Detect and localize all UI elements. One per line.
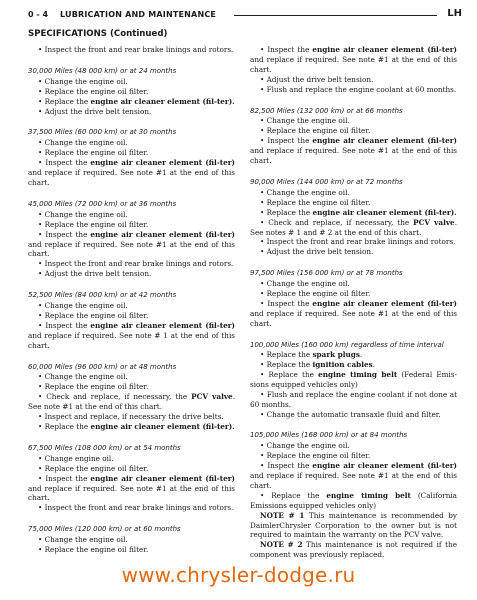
item-text: Inspect the front and rear brake linings and rotors. bbox=[266, 237, 456, 247]
item-text: Change the automatic transaxle fluid and filter. bbox=[266, 409, 441, 419]
emphasis-text: engine air cleaner element (fil-ter) bbox=[312, 461, 457, 471]
item-text: Inspect the front and rear brake linings and rotors. bbox=[44, 503, 234, 513]
item-text: Change the engine oil. bbox=[44, 535, 128, 545]
item-text: Replace the bbox=[266, 207, 313, 217]
item-text: Inspect the front and rear brake linings and rotors. bbox=[44, 45, 234, 54]
item-text: Adjust the drive belt tension. bbox=[44, 269, 152, 279]
item-text: Change the engine oil. bbox=[44, 76, 128, 86]
header-rule bbox=[234, 15, 437, 16]
item-text: Flush and replace the engine coolant at 60 months. bbox=[266, 84, 457, 94]
item-text: Replace the bbox=[266, 359, 313, 369]
mileage-heading: 30,000 Miles (48 000 km) or at 24 months bbox=[28, 66, 177, 75]
maintenance-item bbox=[250, 279, 457, 289]
emphasis-text: NOTE # 1 bbox=[260, 510, 305, 520]
emphasis-text: engine timing belt bbox=[318, 369, 398, 379]
maintenance-item bbox=[28, 259, 235, 269]
emphasis-text: engine timing belt bbox=[326, 490, 411, 500]
left-column bbox=[28, 45, 235, 555]
maintenance-item bbox=[28, 503, 235, 513]
maintenance-item bbox=[28, 220, 235, 230]
maintenance-item bbox=[28, 107, 235, 117]
item-text: Change the engine oil. bbox=[266, 441, 350, 451]
maintenance-item bbox=[28, 474, 235, 504]
maintenance-item bbox=[250, 237, 457, 247]
maintenance-item bbox=[250, 461, 457, 491]
item-text: Replace the bbox=[44, 96, 91, 106]
emphasis-text: engine air cleaner element (fil-ter) bbox=[312, 298, 457, 308]
maintenance-item bbox=[250, 85, 457, 95]
maintenance-item bbox=[28, 210, 235, 220]
emphasis-text: engine air cleaner element (fil-ter) bbox=[90, 158, 235, 168]
item-text: Change the engine oil. bbox=[266, 187, 350, 197]
emphasis-text: engine air cleaner element (fil-ter) bbox=[90, 320, 235, 330]
item-text: and replace if required. See note #1 at the end of this chart. bbox=[250, 146, 457, 166]
emphasis-text: engine air cleaner element (fil-ter). bbox=[90, 422, 235, 431]
item-text: Flush and replace the engine coolant if not done at 60 months. bbox=[250, 389, 457, 409]
right-column bbox=[250, 45, 457, 560]
emphasis-text: engine air cleaner element (fil-ter) bbox=[90, 473, 235, 483]
maintenance-item bbox=[250, 451, 457, 461]
item-text: Inspect the bbox=[267, 461, 313, 471]
item-text: Replace the bbox=[44, 422, 91, 431]
maintenance-item bbox=[250, 370, 457, 390]
item-text: and replace if required. See note #1 at the end of this chart. bbox=[250, 471, 457, 490]
maintenance-item bbox=[28, 77, 235, 87]
item-text: Adjust the drive belt tension. bbox=[44, 106, 152, 116]
item-text: Replace the engine oil filter. bbox=[44, 219, 149, 229]
item-text: Inspect the bbox=[45, 158, 91, 168]
item-text: Inspect the front and rear brake linings and rotors. bbox=[44, 259, 234, 269]
mileage-heading: 67,500 Miles (108 000 km) or at 54 months bbox=[28, 443, 181, 452]
maintenance-item bbox=[28, 148, 235, 158]
item-text: (California Emissions equipped vehicles only) bbox=[250, 490, 457, 510]
item-text: Change engine oil. bbox=[44, 453, 114, 463]
maintenance-item bbox=[28, 230, 235, 260]
maintenance-item bbox=[250, 491, 457, 511]
emphasis-text: engine air cleaner element (fil-ter). bbox=[312, 207, 457, 217]
item-text: Replace the engine oil filter. bbox=[266, 289, 371, 299]
page-number: 0 - 4 bbox=[28, 10, 49, 19]
item-text: Inspect the bbox=[267, 298, 313, 308]
maintenance-item bbox=[250, 45, 457, 75]
chapter-title: LUBRICATION AND MAINTENANCE bbox=[60, 10, 217, 19]
item-text: Inspect the bbox=[45, 320, 91, 330]
emphasis-text: engine air cleaner element (fil-ter) bbox=[312, 45, 457, 54]
item-text: Replace the bbox=[271, 490, 327, 500]
maintenance-item bbox=[28, 422, 235, 432]
item-text: Replace the bbox=[266, 350, 313, 360]
maintenance-item bbox=[250, 289, 457, 299]
item-text: . See notes # 1 and # 2 at the end of this chart. bbox=[250, 217, 457, 237]
item-text: Replace the engine oil filter. bbox=[44, 545, 149, 555]
item-text: Check and replace, if necessary, the bbox=[46, 392, 192, 402]
mileage-heading: 82,500 Miles (132 000 km) or at 66 months bbox=[250, 106, 403, 115]
item-text: Change the engine oil. bbox=[266, 279, 350, 289]
maintenance-item bbox=[28, 269, 235, 279]
item-text: Change the engine oil. bbox=[44, 209, 128, 219]
item-text: Replace the engine oil filter. bbox=[44, 148, 149, 158]
item-text: Check and replace, if necessary, the bbox=[268, 217, 414, 227]
mileage-heading: 75,000 Miles (120 000 km) or at 60 months bbox=[28, 525, 181, 534]
item-text: Replace the engine oil filter. bbox=[44, 463, 149, 473]
maintenance-item bbox=[28, 545, 235, 555]
maintenance-item bbox=[28, 372, 235, 382]
section-title: SPECIFICATIONS (Continued) bbox=[28, 29, 168, 39]
mileage-heading: 97,500 Miles (156 000 km) or at 78 months bbox=[250, 269, 403, 278]
maintenance-item bbox=[250, 360, 457, 370]
item-text: This maintenance is recommended by DaimlerChrysler Corporation to the owner but is not required to maintain the warranty on the PCV valve. bbox=[250, 510, 457, 540]
item-text: Replace the engine oil filter. bbox=[44, 382, 149, 392]
item-text: . See note #1 at the end of this chart. bbox=[28, 392, 235, 412]
maintenance-item bbox=[250, 350, 457, 360]
item-text: and replace if required. See note #1 at the end of this chart. bbox=[28, 168, 235, 187]
page-header bbox=[28, 8, 462, 24]
item-text: Replace the engine oil filter. bbox=[266, 451, 371, 461]
item-text: and replace if required. See note # 1 at the end of this chart. bbox=[28, 330, 235, 350]
item-text: and replace if required. See note #1 at the end of this chart. bbox=[28, 239, 235, 259]
item-text: Change the engine oil. bbox=[44, 138, 128, 148]
emphasis-text: engine air cleaner element (fil-ter) bbox=[312, 136, 457, 146]
emphasis-text: engine air cleaner element (fil-ter). bbox=[90, 96, 235, 106]
side-marker: LH bbox=[447, 8, 462, 19]
item-text: . bbox=[359, 350, 363, 360]
maintenance-item bbox=[28, 535, 235, 545]
emphasis-text: engine air cleaner element (fil-ter) bbox=[90, 229, 235, 239]
maintenance-item bbox=[28, 454, 235, 464]
mileage-heading: 100,000 Miles (160 000 km) regardless of time interval bbox=[250, 340, 444, 349]
maintenance-item bbox=[250, 116, 457, 126]
maintenance-item bbox=[28, 87, 235, 97]
maintenance-item bbox=[28, 158, 235, 188]
maintenance-item bbox=[28, 392, 235, 412]
maintenance-item bbox=[250, 188, 457, 198]
emphasis-text: PCV valve bbox=[191, 392, 233, 402]
item-text: Inspect the bbox=[267, 45, 313, 54]
item-text: Replace the engine oil filter. bbox=[266, 126, 371, 136]
maintenance-item bbox=[250, 218, 457, 238]
maintenance-item bbox=[28, 97, 235, 107]
item-text: . bbox=[372, 359, 375, 369]
item-text: This maintenance is not required if the component was previously replaced. bbox=[250, 540, 457, 560]
item-text: and replace if required. See note #1 at the end of this chart. bbox=[250, 54, 457, 74]
mileage-heading: 90,000 Miles (144 000 km) or at 72 months bbox=[250, 177, 403, 186]
item-text: Change the engine oil. bbox=[44, 301, 128, 311]
maintenance-item bbox=[250, 198, 457, 208]
item-text: Adjust the drive belt tension. bbox=[266, 74, 374, 84]
maintenance-item bbox=[28, 301, 235, 311]
maintenance-item bbox=[250, 410, 457, 420]
maintenance-item bbox=[250, 441, 457, 451]
item-text: Adjust the drive belt tension. bbox=[266, 247, 374, 257]
maintenance-item bbox=[250, 75, 457, 85]
maintenance-item bbox=[28, 464, 235, 474]
mileage-heading: 60,000 Miles (96 000 km) or at 48 months bbox=[28, 362, 177, 371]
emphasis-text: spark plugs bbox=[312, 350, 360, 360]
item-text: and replace if required. See note #1 at the end of this chart. bbox=[28, 483, 235, 503]
maintenance-item bbox=[250, 126, 457, 136]
item-text: Inspect the bbox=[267, 136, 313, 146]
maintenance-item bbox=[250, 247, 457, 257]
maintenance-item bbox=[28, 382, 235, 392]
maintenance-item bbox=[28, 311, 235, 321]
item-text: (Federal Emis-sions equipped vehicles only) bbox=[250, 369, 457, 389]
emphasis-text: ignition cables bbox=[312, 359, 373, 369]
emphasis-text: NOTE # 2 bbox=[260, 540, 303, 550]
mileage-heading: 37,500 Miles (60 000 km) or at 30 months bbox=[28, 128, 177, 137]
item-text: Replace the engine oil filter. bbox=[266, 197, 371, 207]
maintenance-item bbox=[28, 138, 235, 148]
item-text: Inspect and replace, if necessary the drive belts. bbox=[44, 412, 224, 422]
item-text: Change the engine oil. bbox=[266, 116, 350, 126]
mileage-heading: 52,500 Miles (84 000 km) or at 42 months bbox=[28, 291, 177, 300]
note-paragraph bbox=[250, 540, 457, 560]
item-text: Replace the engine oil filter. bbox=[44, 86, 149, 96]
item-text: and replace if required. See note #1 at the end of this chart. bbox=[250, 308, 457, 328]
item-text: Inspect the bbox=[45, 473, 91, 483]
watermark-link[interactable]: www.chrysler-dodge.ru bbox=[121, 563, 356, 587]
maintenance-item bbox=[250, 299, 457, 329]
note-paragraph bbox=[250, 511, 457, 541]
maintenance-item bbox=[250, 136, 457, 166]
maintenance-item bbox=[28, 412, 235, 422]
maintenance-item bbox=[28, 45, 235, 55]
mileage-heading: 105,000 Miles (168 000 km) or at 84 months bbox=[250, 431, 408, 440]
maintenance-item bbox=[250, 208, 457, 218]
item-text: Inspect the bbox=[45, 229, 91, 239]
emphasis-text: PCV valve bbox=[413, 217, 455, 227]
item-text: Replace the engine oil filter. bbox=[44, 310, 149, 320]
item-text: Replace the bbox=[268, 369, 319, 379]
item-text: Change the engine oil. bbox=[44, 372, 128, 382]
mileage-heading: 45,000 Miles (72 000 km) or at 36 months bbox=[28, 199, 177, 208]
maintenance-item bbox=[28, 321, 235, 351]
maintenance-item bbox=[250, 390, 457, 410]
